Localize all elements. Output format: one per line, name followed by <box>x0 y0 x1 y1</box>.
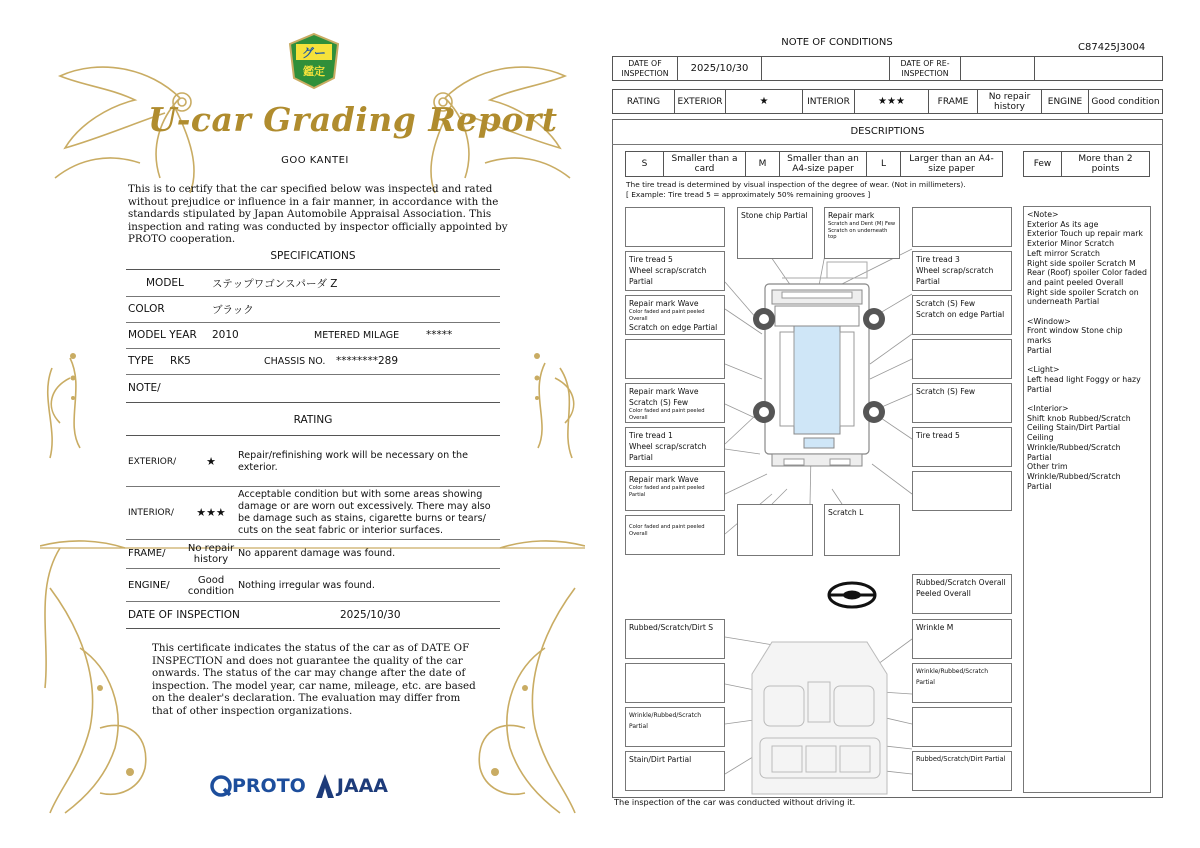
date-inspection-value: 2025/10/30 <box>678 57 762 81</box>
steering-wheel-icon <box>829 583 875 607</box>
note-line: Exterior Minor Scratch <box>1027 239 1115 249</box>
engine-label: ENGINE <box>1042 90 1089 114</box>
tire3-line1: Tire tread 3 <box>916 255 960 264</box>
wrinkle-m-text: Wrinkle M <box>916 623 954 632</box>
inspection-date-value: 2025/10/30 <box>340 609 401 621</box>
note-line <box>1027 394 1147 404</box>
legend-m-desc: Smaller than an A4-size paper <box>780 152 867 177</box>
note-line: <Interior> <box>1027 404 1069 414</box>
frame-description: No apparent damage was found. <box>238 547 396 559</box>
jaaa-logo <box>316 774 388 798</box>
type-row <box>126 349 500 373</box>
exterior-stars: ★ <box>726 90 803 114</box>
note-line: Ceiling Stain/Dirt Partial <box>1027 423 1121 433</box>
tire1-line1: Tire tread 1 <box>629 431 673 440</box>
desc-box-rear-seat-right <box>912 751 1012 791</box>
legend-m: M <box>746 152 780 177</box>
model-year-value: 2010 <box>212 329 239 341</box>
tire5-line2: Wheel scrap/scratch Partial <box>629 266 707 286</box>
desc-box-left-trim <box>625 707 725 747</box>
color-faded-overall-text: Color faded and paint peeled Overall <box>629 524 705 537</box>
desc-box-tire-rear-right <box>912 427 1012 467</box>
color-value: ブラック <box>212 303 254 316</box>
rm-wave-1-line3: Scratch on edge Partial <box>629 323 718 332</box>
frame-label: FRAME/ <box>128 548 166 559</box>
wrs-partial-l-text: Wrinkle/Rubbed/Scratch Partial <box>629 712 701 730</box>
engine-description: Nothing irregular was found. <box>238 579 375 591</box>
desc-box-front-right-fender <box>912 295 1012 335</box>
note-line: Left head light Foggy or hazy <box>1027 374 1141 384</box>
desc-box-rear-seat-left <box>625 751 725 791</box>
inspection-footnote: The inspection of the car was conducted without driving it. <box>614 797 856 807</box>
note-line <box>1027 356 1147 366</box>
note-row <box>126 376 500 400</box>
interior-stars: ★★★ <box>196 506 226 519</box>
desc-box-right-rear-door <box>912 383 1012 423</box>
descriptions-heading: DESCRIPTIONS <box>612 119 1163 145</box>
steering-line2: Peeled Overall <box>916 589 971 598</box>
chassis-label: CHASSIS NO. <box>264 355 326 367</box>
svg-text:グー: グー <box>301 46 327 60</box>
note-line: <Window> <box>1027 316 1071 326</box>
note-line: <Note> <box>1027 210 1059 219</box>
desc-box-right-trim <box>912 663 1012 703</box>
divider <box>126 402 500 403</box>
rm-wave-2-text: Repair mark Wave <box>629 387 699 396</box>
note-line: Left mirror Scratch <box>1027 248 1100 258</box>
model-year-row <box>126 323 500 347</box>
rubbed-dirt-s-text: Rubbed/Scratch/Dirt S <box>629 623 714 632</box>
desc-box-tire-front-right <box>912 251 1012 291</box>
color-label: COLOR <box>128 303 165 315</box>
frame-label: FRAME <box>929 90 978 114</box>
legend-few: Few <box>1024 152 1062 177</box>
inspection-date-label: DATE OF INSPECTION <box>128 609 240 621</box>
note-line: Shift knob Rubbed/Scratch <box>1027 413 1131 423</box>
note-line: Wrinkle/Rubbed/Scratch <box>1027 442 1121 452</box>
proto-mark-icon <box>210 775 232 797</box>
desc-box-front-right <box>912 207 1012 247</box>
wrs-partial-r-text: Wrinkle/Rubbed/Scratch Partial <box>916 668 988 686</box>
note-line: Right side spoiler Scratch on <box>1027 287 1139 297</box>
rating-heading: RATING <box>293 414 333 426</box>
model-label: MODEL <box>146 277 184 289</box>
report-title: U-car Grading Report <box>148 100 558 139</box>
desc-box-left-front-door <box>625 339 725 379</box>
legend-l-desc: Larger than an A4-size paper <box>901 152 1003 177</box>
desc-box-front-left <box>625 207 725 247</box>
engine-value: Good condition <box>187 574 235 597</box>
repair-mark-text: Repair mark <box>828 211 875 220</box>
rsd-partial-text: Rubbed/Scratch/Dirt Partial <box>916 755 1006 763</box>
tire3-line2: Wheel scrap/scratch Partial <box>916 266 994 286</box>
note-line: Ceiling <box>1027 433 1054 443</box>
notes-list <box>1027 210 1147 491</box>
divider <box>126 601 500 602</box>
certification-text: This is to certify that the car specified below was inspected and rated without prejudice or influence in a fair manner, in accordance with the standards stipulated by Japan Automobile Appraisal Association. This inspection and rating was conducted by inspector officially appointed by PROTO cooperation. <box>128 183 508 246</box>
document-id: C87425J3004 <box>1078 42 1146 53</box>
legend-s-desc: Smaller than a card <box>664 152 746 177</box>
rm-wave-1-text: Repair mark Wave <box>629 299 699 308</box>
car-interior-view <box>752 642 887 794</box>
jaaa-logo-text: JAAA <box>336 775 389 797</box>
inspection-date-row <box>126 603 500 627</box>
desc-box-steering <box>912 574 1012 614</box>
divider <box>126 486 500 487</box>
disclaimer-text: This certificate indicates the status of the car as of DATE OF INSPECTION and does not guarantee the quality of the car onwards. The status of the car may change after the date of inspection. The model year, car name, mileage, etc. are based on the dealer's declaration. The evaluation may differ from that of other inspection organizations. <box>152 642 476 717</box>
car-top-view <box>765 262 869 466</box>
desc-box-ceiling <box>625 619 725 659</box>
rm-wave-1-sub: Color faded and paint peeled Overall <box>629 309 705 322</box>
desc-box-front-left-fender <box>625 295 725 335</box>
scratch-l-text: Scratch L <box>828 508 864 517</box>
jaaa-mark-icon <box>316 774 334 798</box>
legend-few-desc: More than 2 points <box>1062 152 1150 177</box>
rm-wave-3-text: Repair mark Wave <box>629 475 699 484</box>
conditions-title: NOTE OF CONDITIONS <box>781 37 893 48</box>
interior-stars: ★★★ <box>855 90 929 114</box>
exterior-description: Repair/refinishing work will be necessary on the exterior. <box>238 450 468 473</box>
legend-s: S <box>626 152 664 177</box>
chassis-value: ********289 <box>336 355 399 367</box>
note-line: and paint peeled Overall <box>1027 277 1124 287</box>
exterior-stars: ★ <box>206 455 216 468</box>
specifications-heading: SPECIFICATIONS <box>270 250 356 262</box>
desc-box-left-rear-door <box>625 383 725 423</box>
interior-description: Acceptable condition but with some areas showing damage or are worn out excessively. There may also be damage such as stains, cigarette burns or tears/ cuts on the seat fabric or interior surfaces. <box>238 489 491 536</box>
note-line: <Light> <box>1027 365 1060 375</box>
legend-l: L <box>867 152 901 177</box>
interior-label: INTERIOR/ <box>128 508 174 518</box>
rm-wave-2-sub: Color faded and paint peeled Overall <box>629 408 705 421</box>
desc-box-passenger-seat <box>625 663 725 703</box>
stain-dirt-text: Stain/Dirt Partial <box>629 755 692 764</box>
proto-logo <box>210 775 306 797</box>
note-line <box>1027 307 1147 317</box>
desc-box-rear-left <box>625 515 725 555</box>
stone-chip-text: Stone chip Partial <box>741 211 808 220</box>
frame-value: No repair history <box>978 90 1042 114</box>
note-of-conditions-sheet <box>612 34 1164 824</box>
frame-rating-row <box>126 540 500 567</box>
model-year-label: MODEL YEAR <box>128 329 197 341</box>
rm-wave-2-line2: Scratch (S) Few <box>629 398 689 407</box>
svg-text:鑑定: 鑑定 <box>303 65 325 78</box>
grading-certificate <box>40 28 585 818</box>
tire5-line1: Tire tread 5 <box>629 255 673 264</box>
desc-box-right-front-door <box>912 339 1012 379</box>
divider <box>126 628 500 629</box>
scratch-s-few-text: Scratch (S) Few <box>916 299 976 308</box>
divider <box>126 374 500 375</box>
footer-logos <box>210 768 410 804</box>
interior-label: INTERIOR <box>803 90 855 114</box>
type-value: RK5 <box>170 355 191 367</box>
note-line: Rear (Roof) spoiler Color faded <box>1027 268 1147 278</box>
desc-box-console <box>912 707 1012 747</box>
desc-box-rear-bumper <box>737 504 813 556</box>
desc-box-tire-rear-left <box>625 427 725 467</box>
repair-mark-sub: Scratch and Dent (M) Few Scratch on underneath top <box>828 221 896 240</box>
divider <box>126 435 500 436</box>
desc-box-driver-seat <box>912 619 1012 659</box>
desc-box-back-door <box>824 504 900 556</box>
reinspection-label: DATE OF RE-INSPECTION <box>890 57 961 81</box>
scratch-s-few-2-text: Scratch (S) Few <box>916 387 976 396</box>
desc-box-repair-mark <box>824 207 900 259</box>
report-subtitle: GOO KANTEI <box>281 155 349 166</box>
color-row <box>126 297 500 321</box>
tire1-line2: Wheel scrap/scratch Partial <box>629 442 707 462</box>
note-line: Wrinkle/Rubbed/Scratch <box>1027 471 1121 481</box>
engine-value: Good condition <box>1089 90 1163 114</box>
scratch-edge-text: Scratch on edge Partial <box>916 310 1005 319</box>
note-label: NOTE/ <box>128 382 161 394</box>
note-line: Partial <box>1027 452 1052 462</box>
rm-wave-3-sub: Color faded and paint peeled Partial <box>629 485 705 498</box>
notes-panel <box>1023 206 1151 793</box>
desc-box-tire-front-left <box>625 251 725 291</box>
engine-label: ENGINE/ <box>128 580 170 591</box>
interior-rating-row <box>126 488 500 538</box>
note-line: Partial <box>1027 384 1052 394</box>
steering-line1: Rubbed/Scratch Overall <box>916 578 1006 587</box>
note-line: Exterior Touch up repair mark <box>1027 229 1143 239</box>
goo-kantei-badge-icon <box>288 32 340 90</box>
divider <box>126 568 500 569</box>
proto-logo-text: PROTO <box>232 775 306 797</box>
note-line: Right side spoiler Scratch M <box>1027 258 1136 268</box>
desc-box-stone-chip <box>737 207 813 259</box>
exterior-rating-row <box>126 444 500 480</box>
date-inspection-label: DATE OF INSPECTION <box>613 57 678 81</box>
mileage-label: METERED MILAGE <box>314 329 400 341</box>
exterior-label: EXTERIOR <box>675 90 726 114</box>
note-line: underneath Partial <box>1027 297 1100 307</box>
tire-note-line1: The tire tread is determined by visual inspection of the degree of wear. (Not in millimeters). <box>626 180 966 189</box>
note-line: Exterior As its age <box>1027 219 1099 229</box>
model-row <box>126 271 500 295</box>
note-line: Other trim <box>1027 462 1068 472</box>
rating-label: RATING <box>613 90 675 114</box>
note-line: Partial <box>1027 481 1052 491</box>
tire-note-line2: [ Example: Tire tread 5 = approximately 50% remaining grooves ] <box>626 189 871 199</box>
engine-rating-row <box>126 572 500 599</box>
tire5b-text: Tire tread 5 <box>916 431 960 440</box>
frame-value: No repair history <box>187 542 235 565</box>
desc-box-rear-right-quarter <box>912 471 1012 511</box>
divider <box>126 269 500 270</box>
note-line: Partial <box>1027 345 1052 355</box>
desc-box-rear-left-quarter <box>625 471 725 511</box>
type-label: TYPE <box>128 355 154 367</box>
note-line: Front window Stone chip marks <box>1027 326 1123 346</box>
exterior-label: EXTERIOR/ <box>128 457 177 467</box>
mileage-value: ***** <box>426 329 453 341</box>
model-value: ステップワゴンスパーダ Z <box>212 277 338 290</box>
